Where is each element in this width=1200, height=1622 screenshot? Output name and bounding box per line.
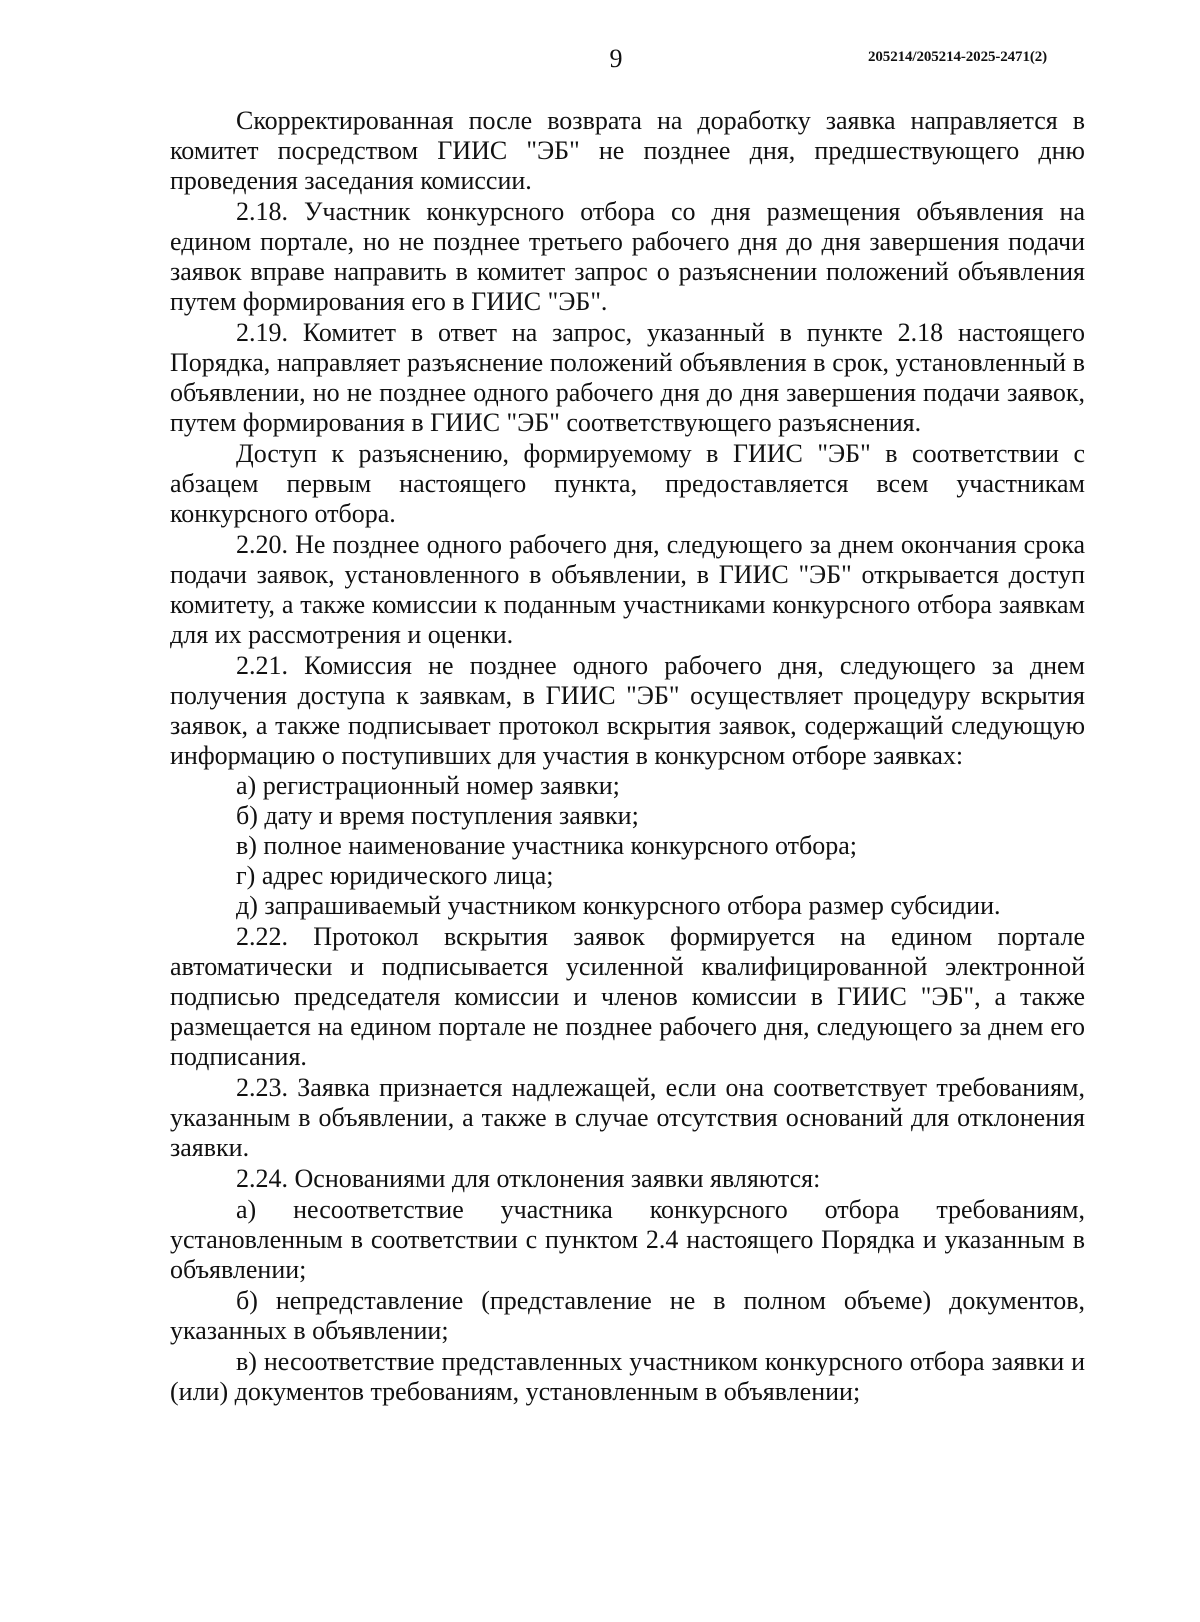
paragraph: 2.23. Заявка признается надлежащей, если она соответствует требованиям, указанным в объявлении, а также в случае отсутствия оснований для отклонения заявки. [170, 1073, 1085, 1162]
list-item: г) адрес юридического лица; [236, 861, 554, 890]
paragraph: 2.21. Комиссия не позднее одного рабочего дня, следующего за днем получения доступа к заявкам, в ГИИС "ЭБ" осуществляет процедуру вскрытия заявок, а также подписывает протокол вскрытия заявок, содержащий следующую информацию о поступивших для участия в конкурсном отборе заявках: [170, 651, 1085, 770]
list-item: в) несоответствие представленных участником конкурсного отбора заявки и (или) документов требованиям, установленным в объявлении; [170, 1347, 1085, 1406]
paragraph: 2.18. Участник конкурсного отбора со дня размещения объявления на едином портале, но не позднее третьего рабочего дня до дня завершения подачи заявок вправе направить в комитет запрос о разъяснении положений объявления путем формирования его в ГИИС "ЭБ". [170, 197, 1085, 316]
document-body [170, 106, 1085, 1407]
document-id: 205214/205214-2025-2471(2) [868, 49, 1048, 65]
page-number: 9 [609, 44, 623, 73]
list-item: д) запрашиваемый участником конкурсного отбора размер субсидии. [236, 891, 1001, 920]
paragraph: 2.24. Основаниями для отклонения заявки являются: [236, 1164, 821, 1193]
list-item: в) полное наименование участника конкурсного отбора; [236, 831, 857, 860]
paragraph: Скорректированная после возврата на доработку заявка направляется в комитет посредством ГИИС "ЭБ" не позднее дня, предшествующего дню проведения заседания комиссии. [170, 106, 1085, 195]
paragraph: 2.22. Протокол вскрытия заявок формируется на едином портале автоматически и подписывается усиленной квалифицированной электронной подписью председателя комиссии и членов комиссии в ГИИС "ЭБ", а также размещается на едином портале не позднее рабочего дня, следующего за днем его подписания. [170, 922, 1085, 1071]
list-item: а) регистрационный номер заявки; [236, 771, 620, 800]
list-item: б) дату и время поступления заявки; [236, 801, 639, 830]
list-item: а) несоответствие участника конкурсного отбора требованиям, установленным в соответствии с пунктом 2.4 настоящего Порядка и указанным в объявлении; [170, 1195, 1085, 1284]
list-item: б) непредставление (представление не в полном объеме) документов, указанных в объявлении; [170, 1286, 1085, 1345]
paragraph: 2.19. Комитет в ответ на запрос, указанный в пункте 2.18 настоящего Порядка, направляет разъяснение положений объявления в срок, установленный в объявлении, но не позднее одного рабочего дня до дня завершения подачи заявок, путем формирования в ГИИС "ЭБ" соответствующего разъяснения. [170, 318, 1085, 437]
paragraph: 2.20. Не позднее одного рабочего дня, следующего за днем окончания срока подачи заявок, установленного в объявлении, в ГИИС "ЭБ" открывается доступ комитету, а также комиссии к поданным участниками конкурсного отбора заявкам для их рассмотрения и оценки. [170, 530, 1085, 649]
paragraph: Доступ к разъяснению, формируемому в ГИИС "ЭБ" в соответствии с абзацем первым настоящего пункта, предоставляется всем участникам конкурсного отбора. [170, 439, 1085, 528]
